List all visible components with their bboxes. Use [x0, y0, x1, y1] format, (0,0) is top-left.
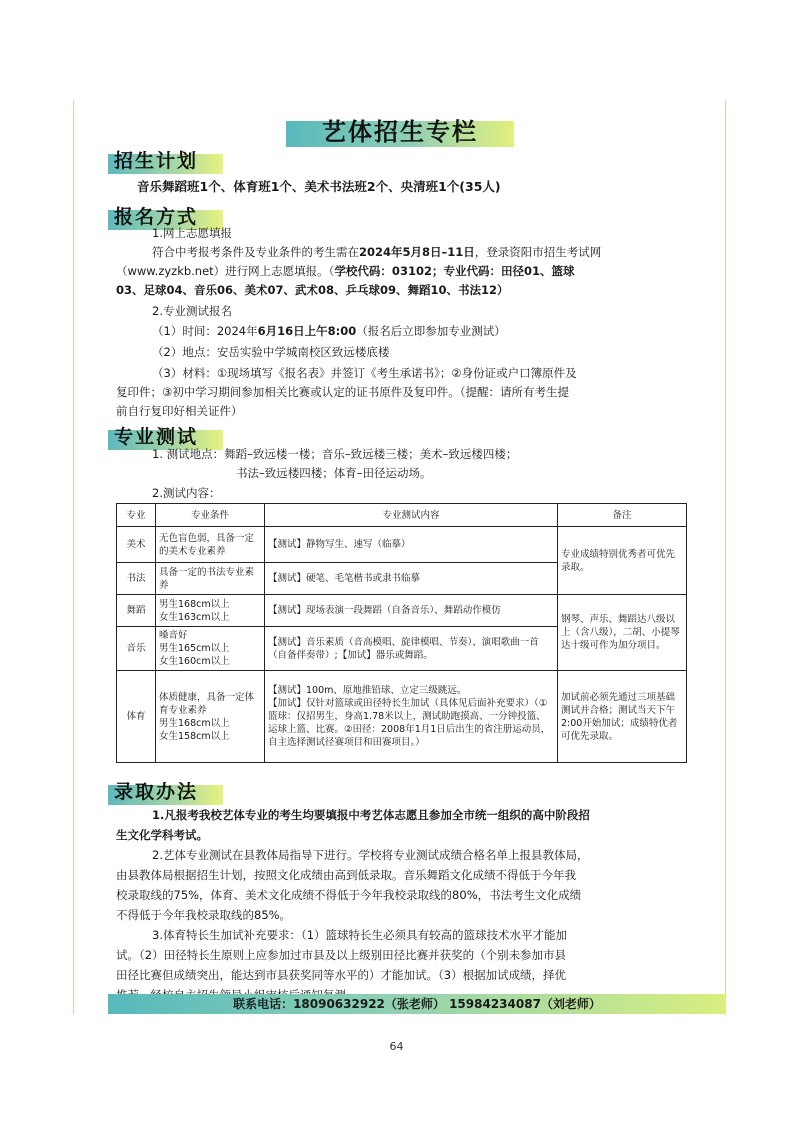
condition-cell: 具备一定的书法专业素养	[156, 563, 265, 595]
test-line: 2.测试内容：	[152, 486, 221, 500]
test-line: 书法–致远楼四楼；体育–田径运动场。	[236, 466, 432, 480]
table-row	[117, 595, 687, 627]
section-title: 招生计划	[114, 150, 199, 172]
major-cell: 舞蹈	[117, 595, 156, 627]
page-title-text: 艺体招生专栏	[322, 118, 478, 146]
signup-line: （1）时间：2024年6月16日上午8:00（报名后立即参加专业测试）	[152, 324, 506, 338]
content-cell: 【测试】静物写生、速写（临摹）	[265, 527, 558, 563]
admit-line: 1.凡报考我校艺体专业的考生均要填报中考艺体志愿且参加全市统一组织的高中阶段招	[152, 808, 590, 822]
page-number: 64	[389, 1040, 404, 1053]
table-header-cell: 专业	[117, 504, 156, 527]
condition-cell: 嗓音好 男生165cm以上 女生160cm以上	[156, 627, 265, 671]
table-header-cell: 专业测试内容	[265, 504, 558, 527]
admit-line: 3.体育特长生加试补充要求：（1）篮球特长生必须具有较高的篮球技术水平才能加	[152, 928, 568, 942]
table-header-cell: 备注	[558, 504, 687, 527]
condition-cell: 男生168cm以上 女生163cm以上	[156, 595, 265, 627]
contact-phone: 联系电话：18090632922（张老师） 15984234087（刘老师）	[233, 997, 601, 1011]
admit-line: 试。（2）田径特长生原则上应参加过市县及以上级别田径比赛并获奖的（个别未参加市县	[116, 948, 567, 962]
section-title: 报名方式	[114, 206, 199, 228]
section-title: 录取办法	[114, 781, 199, 803]
table-header-row	[117, 504, 687, 527]
signup-line: 1.网上志愿填报	[152, 226, 232, 240]
signup-line: （3）材料：①现场填写《报名表》并签订《考生承诺书》；②身份证或户口簿原件及	[152, 366, 577, 380]
note-cell: 专业成绩特别优秀者可优先录取。	[558, 527, 687, 595]
content-cell: 【测试】100m、原地推铅球、立定三级跳远。 【加试】仅针对篮球或田径特长生加试（具体见后面补充要求）（①篮球：仅招男生，身高1.78米以上，测试助跑摸高、一分钟投篮、运球上篮、比赛。②田径：2008年1月1日后出生的省注册运动员，自主选择测试径赛项目和田赛项目。）	[265, 671, 558, 763]
table-row	[117, 527, 687, 563]
table-header-cell: 专业条件	[156, 504, 265, 527]
admit-line: 生文化学科考试。	[116, 828, 208, 842]
page-title	[286, 113, 514, 153]
signup-line: 前自行复印好相关证件）	[116, 404, 243, 418]
signup-line: （2）地点：安岳实验中学城南校区致远楼底楼	[152, 345, 390, 359]
admit-line: 2.艺体专业测试在县教体局指导下进行。学校将专业测试成绩合格名单上报县教体局，	[152, 848, 589, 862]
admit-line: 由县教体局根据招生计划，按照文化成绩由高到低录取。音乐舞蹈文化成绩不得低于今年我	[116, 868, 576, 882]
section-plan-heading	[108, 148, 228, 174]
section-title: 专业测试	[114, 426, 199, 448]
major-cell: 书法	[117, 563, 156, 595]
test-table	[116, 503, 687, 763]
signup-line: 2.专业测试报名	[152, 304, 232, 318]
table-row	[117, 671, 687, 763]
major-cell: 体育	[117, 671, 156, 763]
admit-line: 田径比赛但成绩突出，能达到市县获奖同等水平的）才能加试。（3）根据加试成绩，择优	[116, 968, 567, 982]
admit-line: 校录取线的75%，体育、美术文化成绩不得低于今年我校录取线的80%，书法考生文化成绩	[116, 888, 582, 902]
condition-cell: 体质健康，具备一定体育专业素养 男生168cm以上 女生158cm以上	[156, 671, 265, 763]
condition-cell: 无色盲色弱，具备一定的美术专业素养	[156, 527, 265, 563]
signup-line: 符合中考报考条件及专业条件的考生需在2024年5月8日–11日，登录资阳市招生考试网	[152, 245, 602, 259]
signup-line: 复印件；③初中学习期间参加相关比赛或认定的证书原件及复印件。（提醒：请所有考生提	[116, 385, 570, 399]
left-margin-line	[73, 100, 74, 1015]
test-line: 1. 测试地点：舞蹈–致远楼一楼；音乐–致远楼三楼；美术–致远楼四楼；	[152, 447, 518, 461]
major-cell: 音乐	[117, 627, 156, 671]
signup-line: （www.zyzkb.net）进行网上志愿填报。（学校代码：03102；专业代码：田径01、篮球	[116, 264, 575, 278]
right-margin-line	[725, 100, 726, 1015]
signup-line: 03、足球04、音乐06、美术07、武术08、乒乓球09、舞蹈10、书法12）	[116, 283, 509, 297]
major-cell: 美术	[117, 527, 156, 563]
note-cell: 钢琴、声乐、舞蹈达八级以上（含八级），二胡、小提琴达十级可作为加分项目。	[558, 595, 687, 671]
admit-line: 不得低于今年我校录取线的85%。	[116, 908, 292, 922]
content-cell: 【测试】硬笔、毛笔楷书或隶书临摹	[265, 563, 558, 595]
section-admit-heading	[108, 779, 228, 805]
content-cell: 【测试】音乐素质（音高模唱、旋律模唱、节奏）、演唱歌曲一首（自备伴奏带）;【加试】器乐或舞蹈。	[265, 627, 558, 671]
note-cell: 加试前必须先通过三项基础测试并合格；测试当天下午2:00开始加试；成绩特优者可优先录取。	[558, 671, 687, 763]
content-cell: 【测试】现场表演一段舞蹈（自备音乐）、舞蹈动作模仿	[265, 595, 558, 627]
plan-text: 音乐舞蹈班1个、体育班1个、美术书法班2个、央清班1个(35人)	[137, 179, 501, 194]
